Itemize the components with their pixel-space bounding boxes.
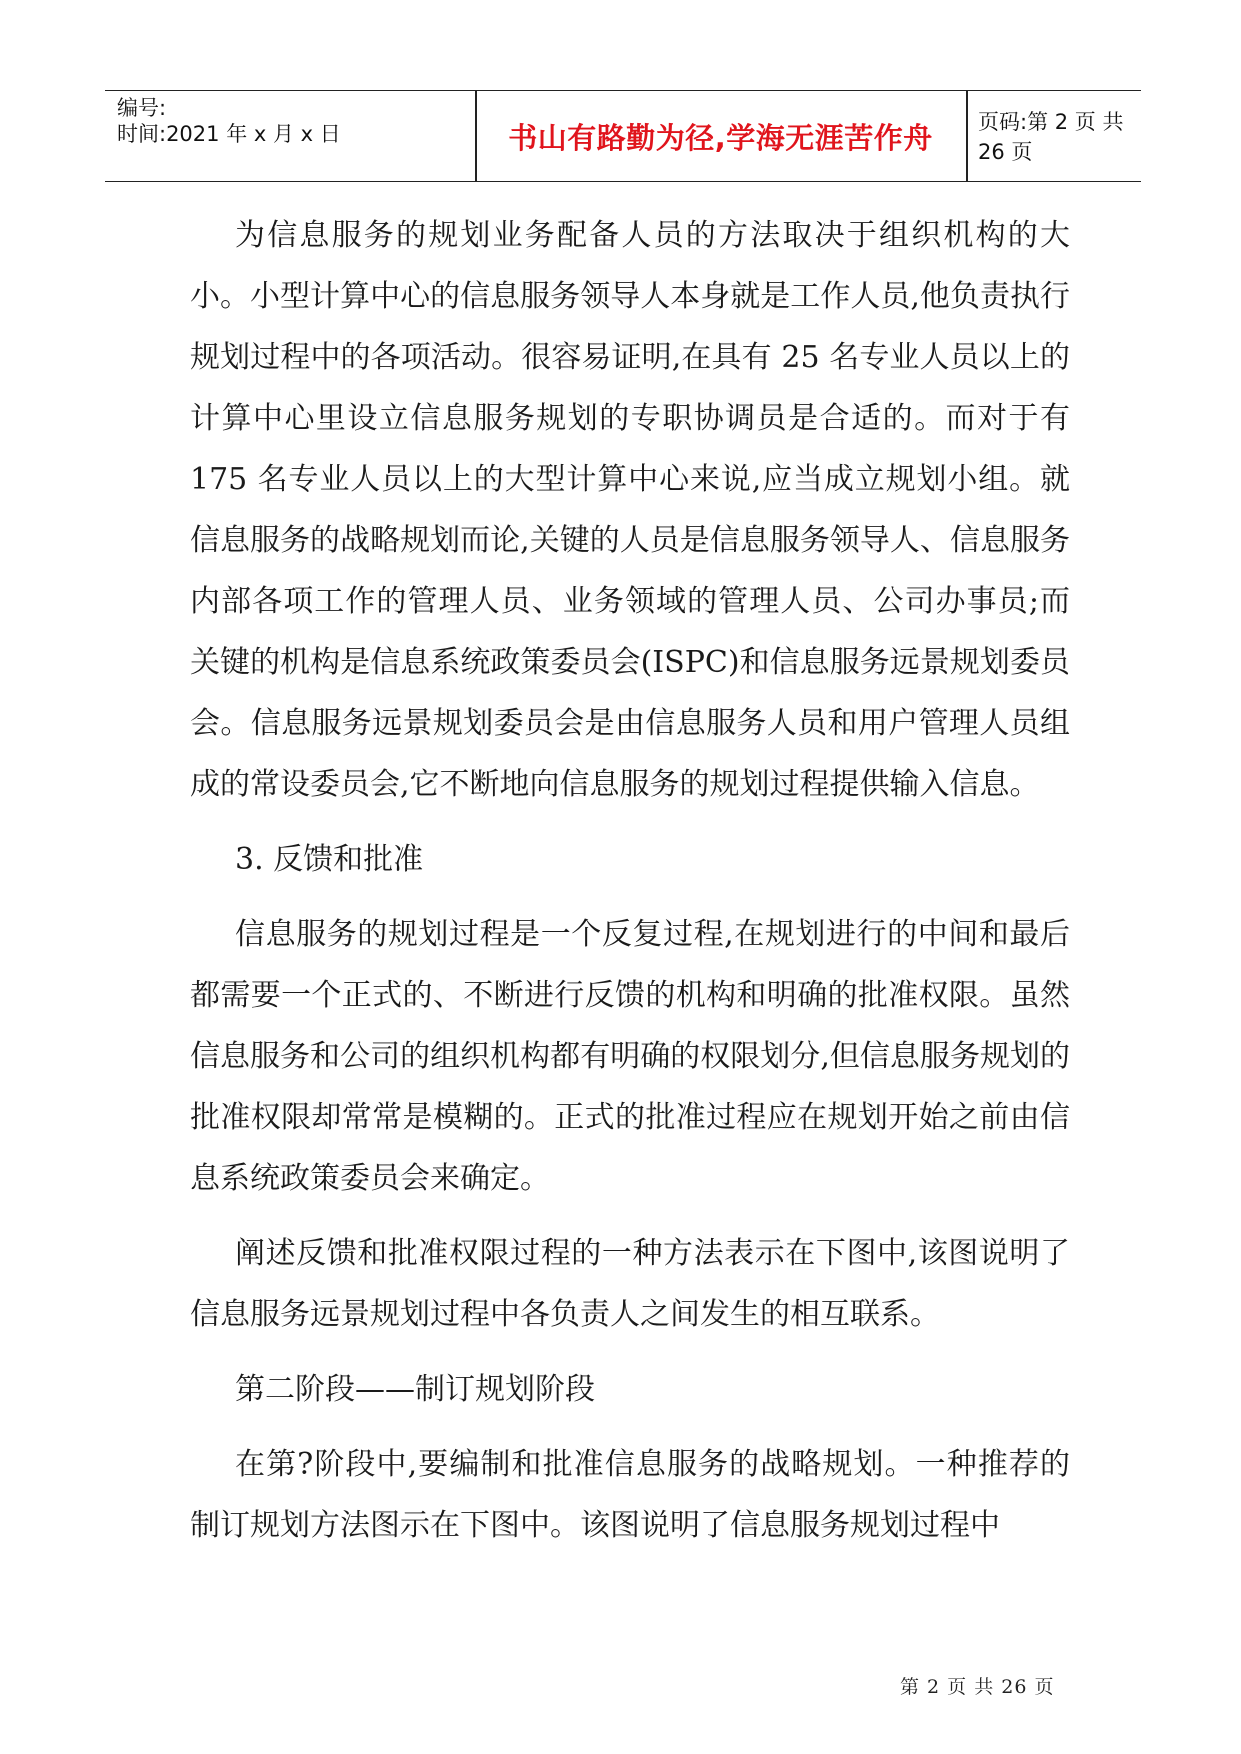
header-slogan: 书山有路勤为径,学海无涯苦作舟 <box>508 120 933 155</box>
paragraph-feedback-process: 信息服务的规划过程是一个反复过程,在规划进行的中间和最后都需要一个正式的、不断进行反馈的机构和明确的批准权限。虽然信息服务和公司的组织机构都有明确的权限划分,但信息服务规划的批准权限却常常是模糊的。正式的批准过程应在规划开始之前由信息系统政策委员会来确定。 <box>190 917 1070 1196</box>
section-heading-phase-two: 第二阶段——制订规划阶段 <box>235 1372 595 1407</box>
page-header <box>105 90 1141 182</box>
header-meta <box>117 91 473 181</box>
paragraph-staffing: 为信息服务的规划业务配备人员的方法取决于组织机构的大小。小型计算中心的信息服务领导人本身就是工作人员,他负责执行规划过程中的各项活动。很容易证明,在具有 25 名专业人员以上的计算中心里设立信息服务规划的专职协调员是合适的。而对于有 175 名专业人员以上的大型计算中心来说,应当成立规划小组。就信息服务的战略规划而论,关键的人员是信息服务领导人、信息服务内部各项工作的管理人员、业务领域的管理人员、公司办事员;而关键的机构是信息系统政策委员会(ISPC)和信息服务远景规划委员会。信息服务远景规划委员会是由信息服务人员和用户管理人员组成的常设委员会,它不断地向信息服务的规划过程提供输入信息。 <box>190 218 1070 802</box>
paragraph-phase-two: 在第?阶段中,要编制和批准信息服务的战略规划。一种推荐的制订规划方法图示在下图中。该图说明了信息服务规划过程中 <box>190 1447 1070 1543</box>
doc-number-label: 编号: <box>117 96 167 120</box>
paragraph-feedback-figure: 阐述反馈和批准权限过程的一种方法表示在下图中,该图说明了信息服务远景规划过程中各负责人之间发生的相互联系。 <box>190 1236 1070 1332</box>
header-page-info: 页码:第 2 页 共 26 页 <box>978 110 1124 164</box>
section-heading-feedback: 3. 反馈和批准 <box>235 842 424 877</box>
header-divider-right <box>966 91 968 181</box>
page-footer: 第 2 页 共 26 页 <box>900 1676 1055 1698</box>
doc-time-label: 时间:2021 年 x 月 x 日 <box>117 122 341 146</box>
document-body <box>190 205 1070 1570</box>
